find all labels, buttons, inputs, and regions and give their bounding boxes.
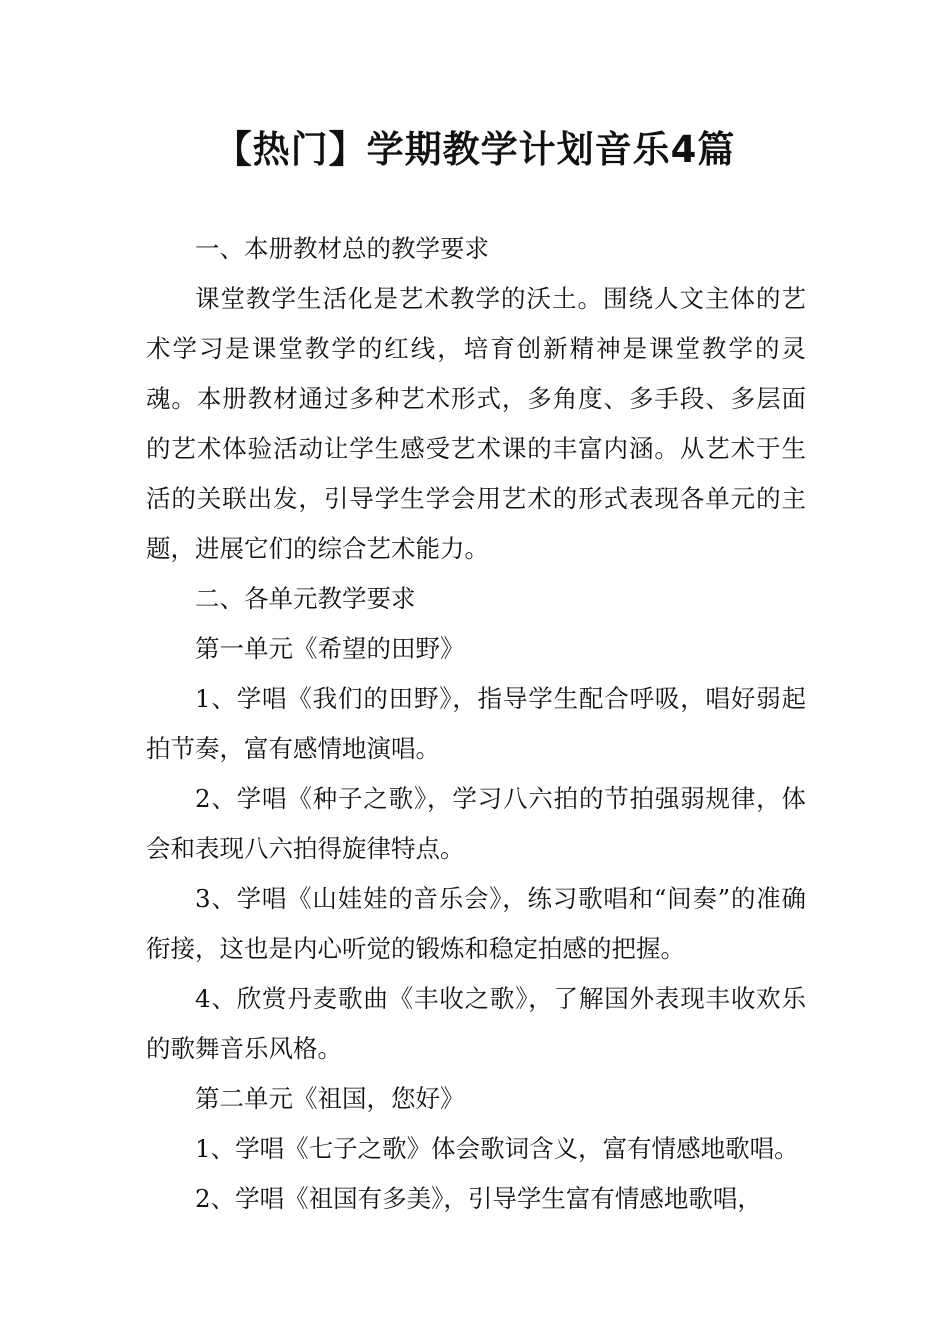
paragraph-unit-heading: 第二单元《祖国，您好》 (195, 1084, 465, 1113)
paragraph-item: 1、学唱《我们的田野》，指导学生配合呼吸，唱好弱起拍节奏，富有感情地演唱。 (146, 684, 806, 763)
paragraph-item: 2、学唱《种子之歌》，学习八六拍的节拍强弱规律，体会和表现八六拍得旋律特点。 (146, 784, 806, 863)
paragraph-section-heading: 二、各单元教学要求 (195, 584, 416, 613)
document-body (146, 224, 806, 1224)
paragraph-intro: 课堂教学生活化是艺术教学的沃土。围绕人文主体的艺术学习是课堂教学的红线，培育创新精神是课堂教学的灵魂。本册教材通过多种艺术形式，多角度、多手段、多层面的艺术体验活动让学生感受艺术课的丰富内涵。从艺术于生活的关联出发，引导学生学会用艺术的形式表现各单元的主题，进展它们的综合艺术能力。 (146, 284, 806, 563)
document-title: 【热门】学期教学计划音乐4篇 (214, 128, 736, 171)
paragraph-item: 2、学唱《祖国有多美》，引导学生富有情感地歌唱， (195, 1184, 762, 1213)
paragraph-unit-heading: 第一单元《希望的田野》 (195, 634, 465, 663)
paragraph-item: 4、欣赏丹麦歌曲《丰收之歌》，了解国外表现丰收欢乐的歌舞音乐风格。 (146, 984, 806, 1063)
paragraph-item: 1、学唱《七子之歌》体会歌词含义，富有情感地歌唱。 (195, 1134, 799, 1163)
paragraph-item: 3、学唱《山娃娃的音乐会》，练习歌唱和“间奏”的准确衔接，这也是内心听觉的锻炼和稳定拍感的把握。 (146, 884, 806, 963)
paragraph-section-heading: 一、本册教材总的教学要求 (195, 234, 489, 263)
